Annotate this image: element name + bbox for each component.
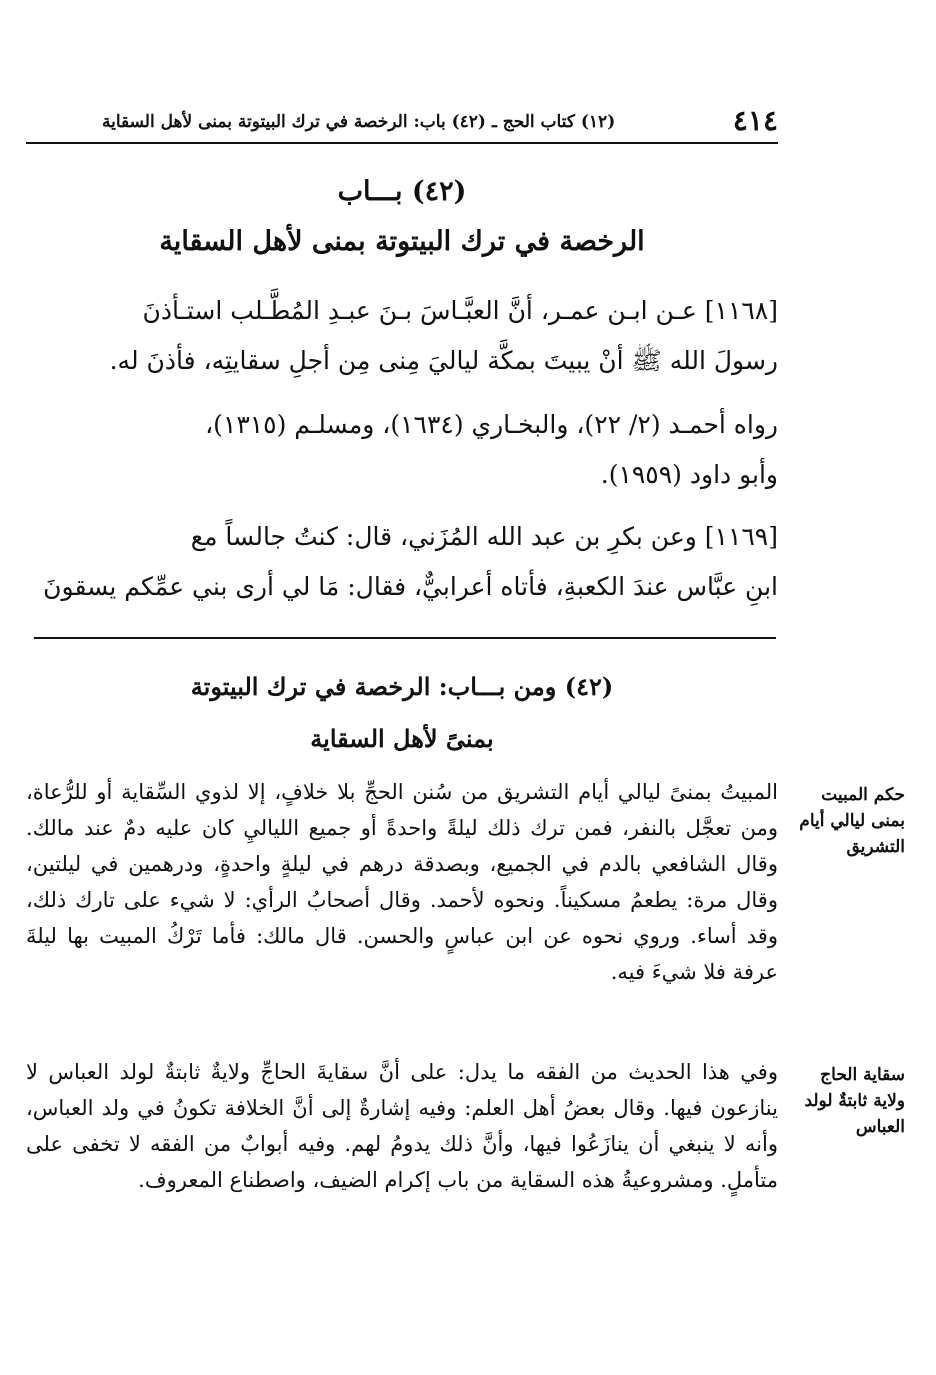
page-number: ٤١٤ [732,104,778,137]
chapter-number: (٤٢) بـــاب [337,176,467,207]
margin-note-2: سقاية الحاج ولاية ثابتةٌ لولد العباس [804,1065,905,1137]
takhrij [26,400,778,500]
page-header [26,102,778,144]
running-head: (١٢) كتاب الحج ـ (٤٢) باب: الرخصة في ترك البيتوتة بمنى لأهل السقاية [102,112,616,132]
hadith-1168-line-1: [١١٦٨] عـن ابـن عمـر، أنَّ العبَّـاسَ بـنَ عبـدِ المُطَّـلب استـأذنَ [142,296,778,325]
takhrij-line-1: رواه أحمـد (٢/ ٢٢)، والبخـاري (١٦٣٤)، ومسلـم (١٣١٥)، [205,410,778,439]
hadith-1169 [26,512,778,612]
chapter-title: الرخصة في ترك البيتوتة بمنى لأهل السقاية [159,226,645,257]
takhrij-line-2: وأبو داود (١٩٥٩). [600,460,778,489]
commentary-heading-line-1: (٤٢) ومن بـــاب: الرخصة في ترك البيتوتة [190,672,614,701]
commentary-paragraph-1: المبيتُ بمنىً ليالي أيام التشريق من سُنن الحجِّ بلا خلافٍ، إلا لذوي السِّقاية أو للرُّعاة، ومن تعجَّل بالنفر، فمن ترك ذلك ليلةً واحدةً أو جميع اللياليِ كان عليه دمٌ عند مالك. وقال الشافعي بالدم في الجميع، وبصدقة درهم في ليلةٍ واحدةٍ، ودرهمين في ليلتين، وقال مرة: يطعمُ مسكيناً. ونحوه لأحمد. وقال أصحابُ الرأي: لا شيء على تارك ذلك، وقد أساء. وروي نحوه عن ابن عباسٍ والحسن. قال مالك: فأما تَرْكُ المبيت بها ليلةَ عرفة فلا شيءَ فيه. [26,780,778,984]
commentary-paragraph-2: وفي هذا الحديث من الفقه ما يدل: على أنَّ سقايةَ الحاجِّ ولايةٌ ثابتةٌ لولد العباس لا ينازعون فيها. وقال بعضُ أهل العلم: وفيه إشارةٌ إلى أنَّ الخلافة تكونُ في ولد العباس، وأنه لا ينبغي أن ينازَعُوا فيها، وأنَّ ذلك يدومُ لهم. وفيه أبوابٌ من الفقه لا تخفى على متأملٍ. ومشروعيةُ هذه السقاية من باب إكرام الضيف، واصطناع المعروف. [26,1060,778,1192]
commentary-heading-line-2: بمنىً لأهل السقاية [310,724,494,753]
hadith-1169-line-2: ابنِ عبَّاس عندَ الكعبةِ، فأتاه أعرابيٌّ، فقال: مَا لي أرى بني عمِّكم يسقونَ [43,572,778,601]
hadith-1168-line-2: رسولَ الله ﷺ أنْ يبيتَ بمكَّة لياليَ مِنى مِن أجلِ سقايتِه، فأذنَ له. [109,346,778,375]
margin-note-1: حكم المبيت بمنى ليالي أيام التشريق [799,785,905,857]
section-divider [34,637,776,639]
hadith-1169-line-1: [١١٦٩] وعن بكرِ بن عبد الله المُزَني، قال: كنتُ جالساً مع [190,522,778,551]
hadith-1168 [26,286,778,386]
